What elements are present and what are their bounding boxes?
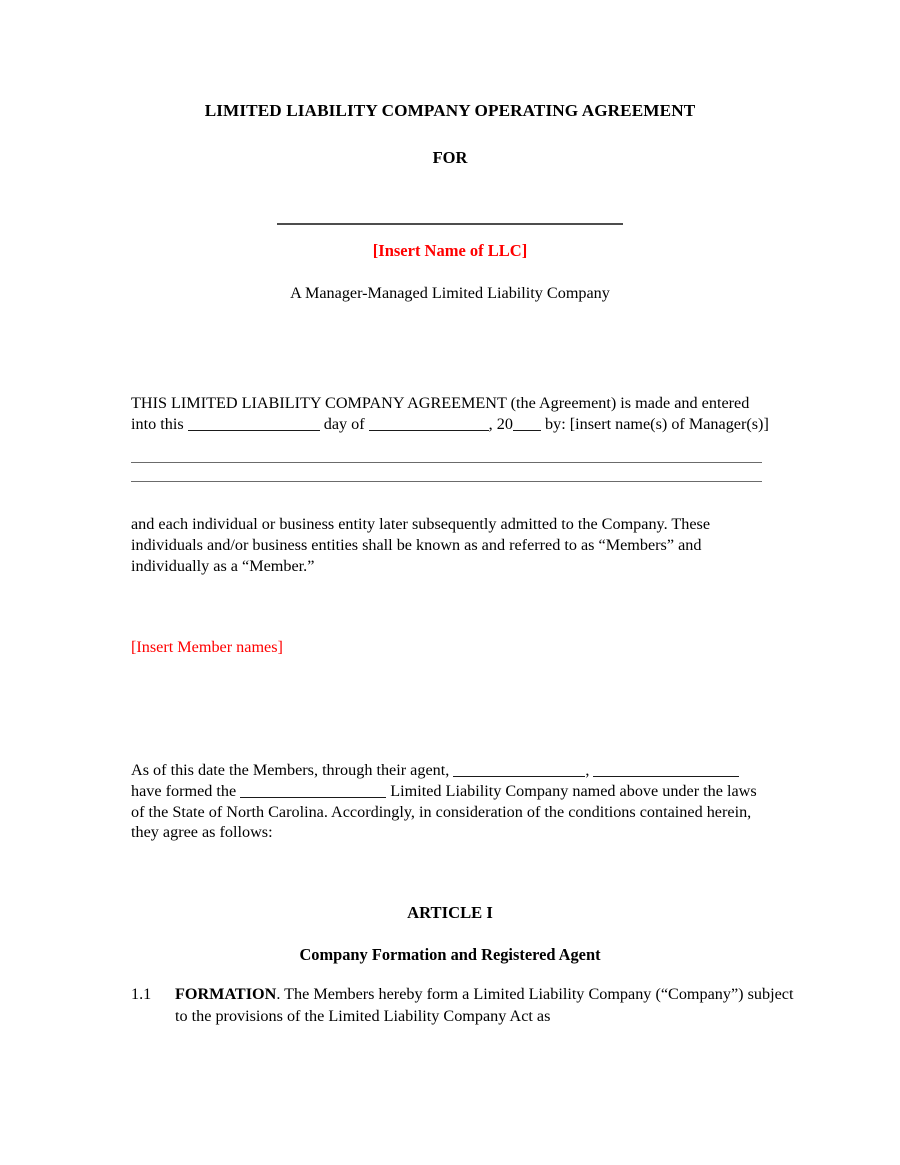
recital-tail: by: [insert name(s) of Manager(s)]: [545, 414, 769, 433]
llc-name-blank-rule[interactable]: [277, 223, 623, 225]
formation-statement-text: [131, 760, 769, 843]
clause-1-1-text: . The Members hereby form a Limited Liability Company (“Company”) subject to the provisions of the Limited Liability Company Act as: [175, 985, 794, 1025]
asof-entity-suffix: Limited Liability: [390, 781, 502, 800]
members-definition-text: and each individual or business entity later subsequently admitted to the Company. These individuals and/or business entities shall be known as and referred to as “Members” and individually as a “Member.”: [131, 515, 711, 575]
asof-tail: Company named above under the laws of the State of North Carolina. Accordingly, in consideration of the conditions contained herein, they agree as follows:: [131, 781, 757, 842]
member-names-placeholder: [Insert Member names]: [131, 638, 283, 656]
members-definition-paragraph: [131, 514, 769, 576]
article-subheading: Company Formation and Registered Agent: [299, 945, 601, 964]
clause-1-1: [131, 984, 795, 1027]
day-blank[interactable]: [188, 417, 320, 431]
formation-statement-paragraph: [131, 760, 769, 843]
for-label: FOR: [432, 148, 468, 167]
document-subtitle: A Manager-Managed Limited Liability Company: [290, 284, 610, 302]
llc-name-placeholder: [Insert Name of LLC]: [372, 241, 528, 260]
recital-year-prefix: , 20: [488, 414, 513, 433]
recital-paragraph: [131, 393, 769, 435]
title-block: [131, 100, 769, 302]
article-heading: ARTICLE I: [407, 903, 493, 922]
company-name-blank[interactable]: [240, 784, 386, 798]
year-blank[interactable]: [513, 417, 541, 431]
llc-name-field-group: [131, 215, 769, 303]
clause-1-1-number: 1.1: [131, 985, 152, 1003]
member-names-placeholder-block: [131, 637, 769, 658]
clause-1-1-title: FORMATION: [175, 985, 277, 1003]
manager-name-rule-2[interactable]: [131, 481, 762, 482]
manager-name-rules: [131, 462, 762, 482]
recital-lead: THIS LIMITED LIABILITY COMPANY AGREEMENT (the Agreement) is made and entered into this: [131, 394, 750, 433]
agent-name-blank[interactable]: [453, 763, 585, 777]
recital-text: [131, 393, 769, 435]
recital-day-of: day of: [323, 414, 365, 433]
asof-comma: ,: [585, 761, 590, 779]
asof-lead: As of this date the Members, through their agent,: [131, 761, 450, 779]
month-blank[interactable]: [369, 417, 489, 431]
manager-name-rule-1[interactable]: [131, 462, 762, 463]
asof-have-formed: have formed the: [131, 781, 237, 800]
formed-by-blank[interactable]: [593, 763, 739, 777]
page-title: LIMITED LIABILITY COMPANY OPERATING AGREEMENT: [204, 101, 696, 120]
